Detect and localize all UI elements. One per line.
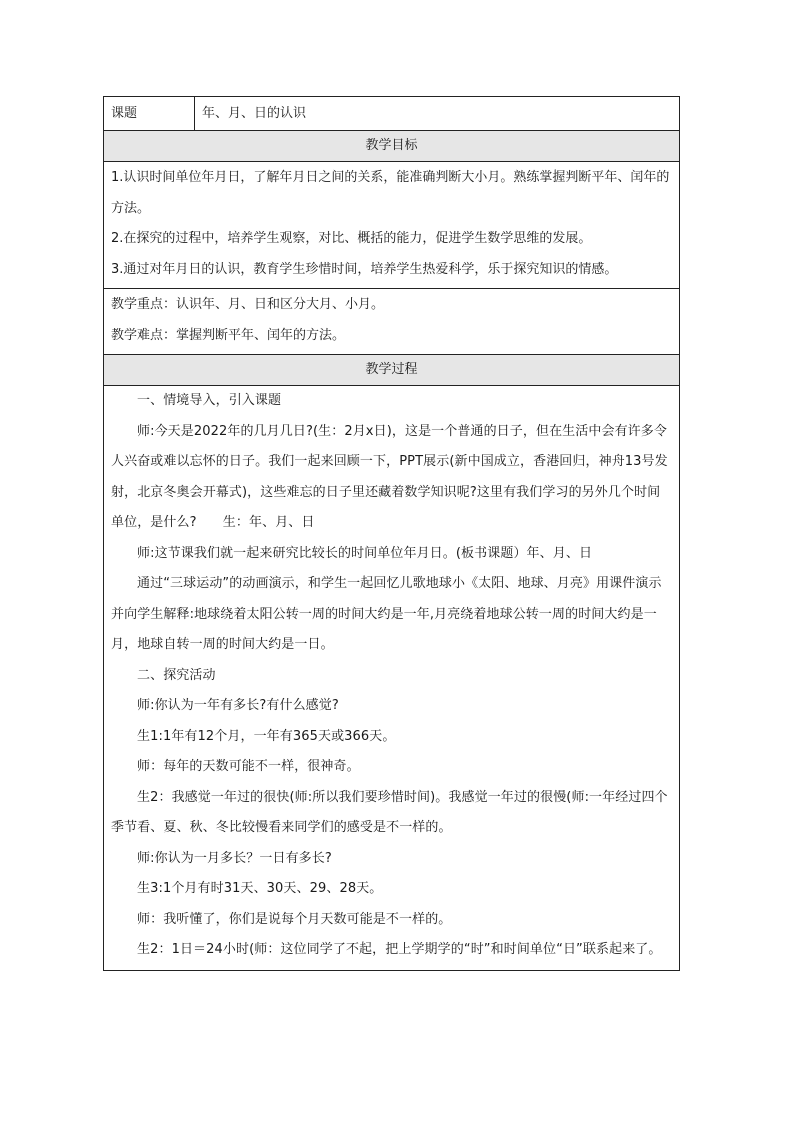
key-points-block bbox=[104, 289, 680, 355]
objective-item: 1.认识时间单位年月日，了解年月日之间的关系，能准确判断大小月。熟练掌握判断平年、闰年的方法。 bbox=[111, 170, 670, 216]
process-paragraph: 师:你认为一月多长？一日有多长? bbox=[137, 850, 332, 866]
lesson-plan-table bbox=[103, 96, 680, 971]
process-paragraph: 一、情境导入，引入课题 bbox=[137, 393, 282, 408]
title-label: 课题 bbox=[104, 97, 195, 131]
key-points-row bbox=[104, 289, 680, 355]
process-paragraph: 生1:1年有12个月，一年有365天或366天。 bbox=[137, 728, 396, 744]
process-header: 教学过程 bbox=[104, 355, 680, 386]
process-paragraph: 师:这节课我们就一起来研究比较长的时间单位年月日。(板书课题）年、月、日 bbox=[137, 545, 593, 561]
process-paragraph: 通过“三球运动”的动画演示，和学生一起回忆儿歌地球小《太阳、地球、月亮》用课件演示并向学生解释:地球绕着太阳公转一周的时间大约是一年,月亮绕着地球公转一周的时间大约是一月，地球自转一周的时间大约是一日。 bbox=[111, 576, 662, 652]
objectives-header: 教学目标 bbox=[104, 131, 680, 162]
key-point-difficult: 教学难点：掌握判断平年、闰年的方法。 bbox=[111, 327, 346, 343]
objectives-header-row bbox=[104, 131, 680, 162]
title-value: 年、月、日的认识 bbox=[195, 97, 680, 131]
process-block bbox=[104, 386, 680, 971]
process-paragraph: 二、探究活动 bbox=[137, 667, 216, 683]
process-paragraph: 生3:1个月有时31天、30天、29、28天。 bbox=[137, 881, 383, 896]
process-paragraph: 师:你认为一年有多长?有什么感觉? bbox=[137, 698, 339, 713]
objectives-block bbox=[104, 162, 680, 289]
process-header-row bbox=[104, 355, 680, 386]
process-paragraph: 生2：我感觉一年过的很快(师:所以我们要珍惜时间)。我感觉一年过的很慢(师:一年经过四个季节看、夏、秋、冬比较慢看来同学们的感受是不一样的。 bbox=[111, 789, 668, 835]
process-row bbox=[104, 386, 680, 971]
process-paragraph: 师:今天是2022年的几月几日?(生：2月x日)，这是一个普通的日子，但在生活中会有许多令人兴奋或难以忘怀的日子。我们一起来回顾一下，PPT展示(新中国成立，香港回归，神舟13号发射，北京冬奥会开幕式)，这些难忘的日子里还藏着数学知识呢?这里有我们学习的另外几个时间单位，是什么? 生：年、月、日 bbox=[111, 423, 668, 530]
objectives-row bbox=[104, 162, 680, 289]
process-paragraph: 生2：1日＝24小时(师：这位同学了不起，把上学期学的“时”和时间单位“日”联系起来了。 bbox=[137, 942, 662, 957]
key-point-important: 教学重点：认识年、月、日和区分大月、小月。 bbox=[111, 297, 385, 312]
title-row bbox=[104, 97, 680, 131]
objective-item: 2.在探究的过程中，培养学生观察，对比、概括的能力，促进学生数学思维的发展。 bbox=[111, 231, 592, 246]
objective-item: 3.通过对年月日的认识，教育学生珍惜时间，培养学生热爱科学，乐于探究知识的情感。 bbox=[111, 261, 618, 277]
process-paragraph: 师：每年的天数可能不一样，很神奇。 bbox=[137, 759, 360, 774]
process-paragraph: 师：我听懂了，你们是说每个月天数可能是不一样的。 bbox=[137, 911, 452, 927]
